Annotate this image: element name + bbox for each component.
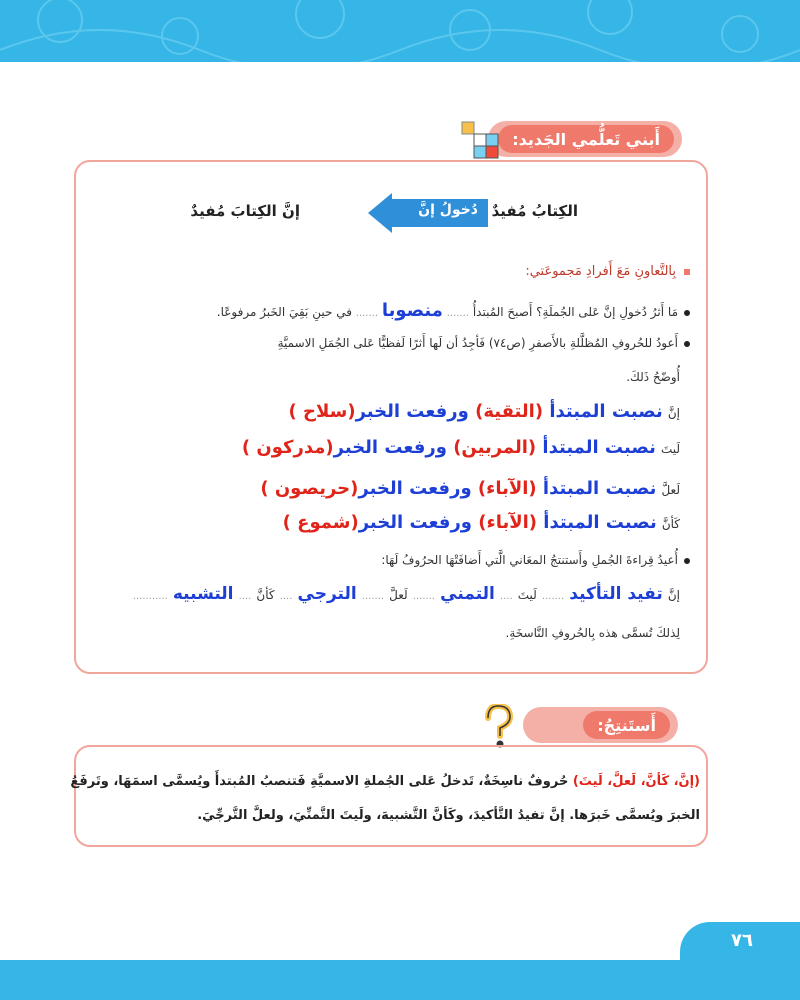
page-number: ٧٦ [731,930,753,951]
question-1 [217,300,690,321]
question-mark-icon [478,704,518,750]
answer-row [289,401,681,422]
cubes-icon [460,118,500,160]
bullet-dot [684,558,690,564]
question-2-line1 [278,336,690,350]
meaning-answer: التشبيه [172,584,234,604]
answer-row [260,478,680,499]
answer-row [283,512,680,533]
dotted-line: ....... [446,308,469,319]
q1-text: مَا أَثرُ دُخولِ إنَّ عَلى الجُملَةِ؟ أَصبحَ المُبتدأُ [472,305,678,319]
question-3 [381,553,690,567]
conclusion-line1: حُروفٌ ناسِخَةٌ، تَدخلُ عَلى الجُملةِ الاسميَّةِ فَتنصبُ المُبتدأَ ويُسمَّى اسمَهَا، وتَرفَعُ [70,774,569,789]
cooperative-heading [525,264,690,279]
dotted-line: ....... [355,308,379,319]
particles-highlight: (إنَّ، كَأنَّ، لَعلَّ، لَيتَ) [572,774,700,789]
dotted-line: ........... [132,591,168,602]
answer-particle: لَعلَّ [661,483,680,497]
example-right: الكِتابُ مُفيدٌ [491,202,578,220]
dotted-line: .... [279,591,293,602]
example-left: إنَّ الكِتابَ مُفيدٌ [190,202,300,220]
answer-particle: كَأنَّ [661,517,680,531]
question-2-line2: أُوضّحُ ذَلكَ. [626,370,680,384]
decorative-pattern [0,0,800,62]
meanings-row [133,584,680,604]
section1-title: أَبني تَعلُّمي الجَديد: [498,125,674,153]
meaning-answer: تفيد التأكيد [569,584,663,604]
header-band [0,0,800,62]
dotted-line: ....... [541,591,565,602]
meaning-particle: إنَّ [667,588,680,602]
q1-rest: في حينِ بَقِيَ الخَبرُ مرفوعًا. [216,305,352,319]
q2-line1: أَعودُ للحُروفِ المُظلَّلةِ بالأَصفرِ (ص٧٤) فَأجِدُ أن لَها أَثرًا لَفظيًّا عَلى الجُمَلِ الاسميَّةِ [277,336,678,350]
section2-title-pill [523,707,678,743]
q3-text: أُعيدُ قِراءةَ الجُملِ وأَستنتجُ المعَاني الَّتي أَضافَتْهَا الحرُوفُ لَهَا: [381,553,678,567]
conclusion-text-line1 [70,774,700,789]
answer-particle: لَيتَ [660,442,680,456]
dotted-line: ....... [361,591,385,602]
cooperative-heading-text: بِالتَّعاونِ مَعَ أَفرادِ مَجموعَتي: [525,264,676,279]
meaning-answer: الترجي [297,584,357,604]
answer-particle: إنَّ [667,406,680,420]
footer-band [0,960,800,1000]
bullet-dot [684,310,690,316]
bullet-square [684,269,690,275]
meaning-particle: لَيتَ [517,588,537,602]
meaning-particle: كَأنَّ [256,588,275,602]
meaning-answer: التمني [440,584,495,604]
meaning-particle: لَعلَّ [389,588,408,602]
conclusion-line: لِذلكَ تُسمَّى هذه بِالحُروفِ النَّاسخَةِ. [505,626,680,640]
answer-row [242,437,680,458]
conclusion-text-line2: الخبرَ ويُسمَّى خَبرَها. إنَّ تفيدُ التَّأكيدَ، وكَأنَّ التَّشبيهَ، ولَيتَ التَّمنِّيَ، ولعلَّ التَّرجِّيَ. [197,808,700,823]
dotted-line: .... [499,591,513,602]
q1-answer: منصوبا [381,300,443,321]
answer-text: نصبت المبتدأ (المربين) ورفعت الخبر(مدركون ) [241,437,656,458]
dotted-line: ....... [412,591,436,602]
section2-title: أَستَنتِجُ: [583,711,670,739]
answer-text: نصبت المبتدأ (التقية) ورفعت الخبر(سلاح ) [288,401,663,422]
answer-text: نصبت المبتدأ (الآباء) ورفعت الخبر(حريصون ) [260,478,657,499]
example-arrow-label: دُخولُ إنَّ [418,202,478,218]
section1-title-pill [488,121,682,157]
dotted-line: .... [238,591,252,602]
bullet-dot [684,341,690,347]
answer-text: نصبت المبتدأ (الآباء) ورفعت الخبر(شموع ) [282,512,657,533]
section2-box [74,745,708,847]
